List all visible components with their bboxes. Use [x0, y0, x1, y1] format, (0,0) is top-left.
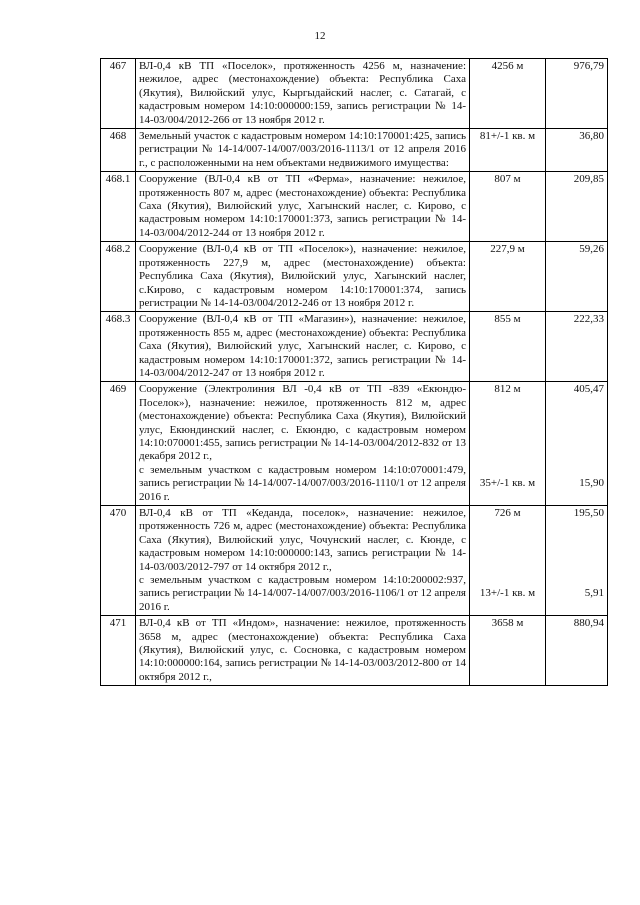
- item-size: 855 м: [470, 312, 546, 382]
- item-number: 468.2: [101, 242, 136, 312]
- cell-spacer: [549, 520, 604, 587]
- cell-spacer: [473, 520, 542, 587]
- item-number: 468: [101, 129, 136, 172]
- item-size: 81+/-1 кв. м: [470, 129, 546, 172]
- land-plot-description: с земельным участком с кадастровым номером 14:10:070001:479, запись регистрации № 14-14/007-14/007/003/2016-1110/1 от 12 апреля 2016 г.: [139, 463, 466, 503]
- item-size: 807 м: [470, 172, 546, 242]
- item-value: 36,80: [546, 129, 608, 172]
- item-value: 209,85: [546, 172, 608, 242]
- structure-description: ВЛ-0,4 кВ от ТП «Кеданда, поселок», назначение: нежилое, протяженность 726 м, адрес (местонахождение) объекта: Республика Саха (Якутия), Вилюйский улус, Чочунский наслег, с. Кюнде, с кадастровым номером 14:10:000000:143, запись регистрации № 14-14-03/003/2012-797 от 14 октября 2012 г.,: [139, 507, 466, 573]
- item-number: 468.3: [101, 312, 136, 382]
- item-description: Сооружение (ВЛ-0,4 кВ от ТП «Магазин»), назначение: нежилое, протяженность 855 м, адрес (местонахождение) объекта: Республика Саха (Якутия), Вилюйский улус, Хагынский наслег, с. Кирово, с кадастровым номером 14:10:170001:372, запись регистрации № 14-14-03/004/2012-247 от 13 ноября 2012 г.: [136, 312, 470, 382]
- item-value: 880,94: [546, 616, 608, 686]
- table-row: [101, 382, 608, 506]
- item-size: 3658 м: [470, 616, 546, 686]
- structure-value: 405,47: [573, 383, 604, 396]
- table-row: [101, 242, 608, 312]
- cell-spacer: [549, 397, 604, 477]
- item-number: 468.1: [101, 172, 136, 242]
- item-number: 470: [101, 506, 136, 616]
- structure-description: Сооружение (Электролиния ВЛ -0,4 кВ от ТП -839 «Екюндю-Поселок»), назначение: нежилое, протяженность 812 м, адрес (местонахождение) объекта: Республика Саха (Якутия), Вилюйский улус, Екюндинский наслег, с. Екюндю, с кадастровым номером 14:10:070001:455, запись регистрации № 14-14-03/004/2012-832 от 13 декабря 2012 г.,: [139, 383, 466, 463]
- item-number: 469: [101, 382, 136, 506]
- land-plot-size: 13+/-1 кв. м: [479, 587, 536, 600]
- structure-size: 812 м: [494, 383, 521, 396]
- land-plot-description: с земельным участком с кадастровым номером 14:10:200002:937, запись регистрации № 14-14/007-14/007/003/2016-1106/1 от 12 апреля 2016 г.: [139, 574, 466, 613]
- structure-value: 195,50: [573, 507, 604, 519]
- item-description: Сооружение (ВЛ-0,4 кВ от ТП «Ферма», назначение: нежилое, протяженность 807 м, адрес (местонахождение) объекта: Республика Саха (Якутия), Вилюйский улус, Хагынский наслег, с. Кирово, с кадастровым номером 14:10:170001:373, запись регистрации № 14-14-03/004/2012-244 от 13 ноября 2012 г.: [136, 172, 470, 242]
- table-row: [101, 59, 608, 129]
- item-description: Земельный участок с кадастровым номером 14:10:170001:425, запись регистрации № 14-14/007-14/007/003/2016-1113/1 от 12 апреля 2016 г., с расположенными на нем объектами недвижимого имущества:: [136, 129, 470, 172]
- item-value: 976,79: [546, 59, 608, 129]
- structure-size: 726 м: [494, 507, 521, 519]
- item-value: 222,33: [546, 312, 608, 382]
- item-description: ВЛ-0,4 кВ от ТП «Индом», назначение: нежилое, протяженность 3658 м, адрес (местонахождение) объекта: Республика Саха (Якутия), Вилюйский улус, с. Сосновка, с кадастровым номером 14:10:000000:164, запись регистрации № 14-14-03/003/2012-800 от 14 октября 2012 г.,: [136, 616, 470, 686]
- land-plot-value: 15,90: [579, 476, 604, 489]
- item-value: 59,26: [546, 242, 608, 312]
- item-size: 4256 м: [470, 59, 546, 129]
- table-row: [101, 506, 608, 616]
- item-number: 467: [101, 59, 136, 129]
- item-description: Сооружение (ВЛ-0,4 кВ от ТП «Поселок»), назначение: нежилое, протяженность 227,9 м, адрес (местонахождение) объекта: Республика Саха (Якутия), Вилюйский улус, Хагынский наслег, с.Кирово, с кадастровым номером 14:10:170001:374, запись регистрации № 14-14-03/004/2012-246 от 13 ноября 2012 г.: [136, 242, 470, 312]
- item-size: 227,9 м: [470, 242, 546, 312]
- item-description: [136, 382, 470, 506]
- item-description: ВЛ-0,4 кВ ТП «Поселок», протяженность 4256 м, назначение: нежилое, адрес (местонахождение) объекта: Республика Саха (Якутия), Вилюйский улус, Кыргыдайский наслег, с. Сатагай, с кадастровым номером 14:10:000000:159, запись регистрации № 14-14-03/004/2012-266 от 13 ноября 2012 г.: [136, 59, 470, 129]
- item-number: 471: [101, 616, 136, 686]
- table-row: [101, 172, 608, 242]
- item-size: [470, 506, 546, 616]
- property-registry-table: [100, 58, 608, 686]
- item-value: [546, 382, 608, 506]
- item-size: [470, 382, 546, 506]
- table-row: [101, 616, 608, 686]
- table-row: [101, 312, 608, 382]
- item-description: [136, 506, 470, 616]
- item-value: [546, 506, 608, 616]
- land-plot-value: 5,91: [584, 587, 604, 600]
- land-plot-size: 35+/-1 кв. м: [479, 476, 536, 489]
- page-number: 12: [314, 30, 326, 42]
- cell-spacer: [473, 397, 542, 477]
- table-row: [101, 129, 608, 172]
